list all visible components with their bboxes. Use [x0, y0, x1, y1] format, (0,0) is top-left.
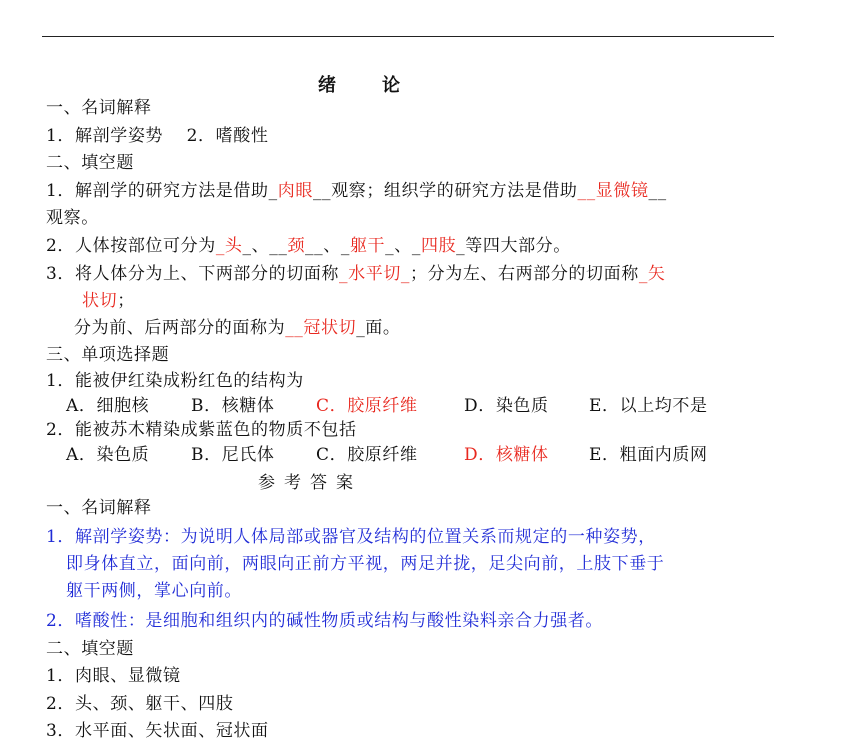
fill-question-1: [46, 180, 667, 202]
fill-question-3-cont: [82, 290, 135, 312]
answer-fill-1: 1．肉眼、显微镜: [46, 666, 181, 686]
option-c-correct: C．胶原纤维: [316, 396, 418, 416]
choice-question-2-stem: 2．能被苏木精染成紫蓝色的物质不包括: [46, 420, 357, 440]
answer-definition-1-cont: 即身体直立，面向前，两眼向正前方平视，两足并拢，足尖向前，上肢下垂于: [66, 554, 665, 574]
answer-text: 颈: [287, 236, 306, 256]
answer-key-title: 参考答案: [258, 473, 362, 493]
option-c: C．胶原纤维: [316, 445, 418, 465]
option-b: B．尼氏体: [191, 445, 275, 465]
option-a: A．染色质: [66, 445, 150, 465]
answer-text: 四肢: [420, 236, 457, 256]
text: 1．解剖学的研究方法是借助: [46, 181, 269, 201]
answer-section-fill: 二、填空题: [46, 639, 134, 659]
answer-text: __冠状切: [285, 318, 357, 338]
option-b: B．核糖体: [191, 396, 275, 416]
page-title: 绪 论: [318, 75, 414, 96]
text: 分为前、后两部分的面称为: [74, 318, 286, 338]
text: 2．人体按部位可分为: [46, 236, 216, 256]
answer-definition-1-end: 躯干两侧，掌心向前。: [66, 581, 242, 601]
fill-question-3: [46, 263, 666, 285]
text: _、_: [385, 236, 421, 256]
answer-definition-2: 2．嗜酸性：是细胞和组织内的碱性物质或结构与酸性染料亲合力强者。: [46, 611, 604, 631]
section-heading-terms: 一、名词解释: [46, 98, 152, 118]
answer-section-terms: 一、名词解释: [46, 498, 152, 518]
section-heading-fill: 二、填空题: [46, 153, 134, 173]
fill-question-1-cont: 观察。: [46, 208, 99, 228]
text: _、__: [242, 236, 288, 256]
answer-text: 状切: [82, 291, 118, 311]
option-d: D．染色质: [464, 396, 549, 416]
option-d-correct: D．核糖体: [464, 445, 549, 465]
answer-text: _头: [215, 236, 243, 256]
text: _等四大部分。: [456, 236, 571, 256]
answer-text: _矢: [638, 264, 666, 284]
section-heading-choice: 三、单项选择题: [46, 345, 170, 365]
answer-fill-3: 3．水平面、矢状面、冠状面: [46, 721, 269, 741]
blank: _: [268, 181, 278, 201]
text: 3．将人体分为上、下两部分的切面称: [46, 264, 340, 284]
choice-question-2-options: [66, 444, 708, 466]
answer-text: _水平切_: [339, 264, 411, 284]
answer-definition-1: 1．解剖学姿势：为说明人体局部或器官及结构的位置关系而规定的一种姿势，: [46, 527, 656, 547]
text: _面。: [356, 318, 401, 338]
choice-question-1-stem: 1．能被伊红染成粉红色的结构为: [46, 371, 304, 391]
text: __、_: [305, 236, 350, 256]
fill-question-2: [46, 235, 571, 257]
header-rule: [42, 36, 774, 37]
fill-question-3-line3: [74, 317, 401, 339]
answer-text: __显微镜: [577, 181, 649, 201]
answer-fill-2: 2．头、颈、躯干、四肢: [46, 694, 234, 714]
text: ；分为左、右两部分的切面称: [410, 264, 639, 284]
option-a: A．细胞核: [66, 396, 150, 416]
text: __观察；组织学的研究方法是借助: [312, 181, 578, 201]
text: ；: [117, 291, 135, 311]
blank: __: [648, 181, 667, 201]
option-e: E．以上均不是: [589, 396, 708, 416]
option-e: E．粗面内质网: [589, 445, 708, 465]
answer-text: 肉眼: [277, 181, 313, 201]
answer-text: 躯干: [349, 236, 386, 256]
choice-question-1-options: [66, 395, 708, 417]
terms-list: 1．解剖学姿势 2．嗜酸性: [46, 126, 269, 146]
